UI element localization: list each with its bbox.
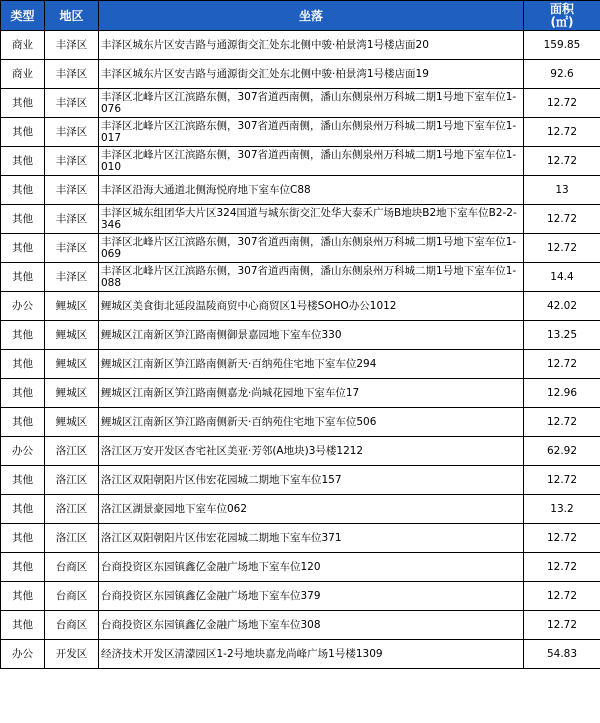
cell-size: 12.72 xyxy=(524,205,600,234)
table-row xyxy=(1,524,600,553)
cell-size: 92.6 xyxy=(524,60,600,89)
table-row xyxy=(1,263,600,292)
cell-size: 42.02 xyxy=(524,292,600,321)
cell-type: 其他 xyxy=(1,147,45,176)
cell-type: 其他 xyxy=(1,234,45,263)
table-row xyxy=(1,31,600,60)
cell-location: 丰泽区北峰片区江滨路东侧，307省道西南侧，潘山东侧泉州万科城二期1号地下室车位1-076 xyxy=(99,89,524,118)
table-row xyxy=(1,350,600,379)
header-size-unit: (㎡) xyxy=(526,16,598,29)
header-area: 地区 xyxy=(45,1,99,31)
cell-size: 12.72 xyxy=(524,147,600,176)
cell-location: 丰泽区沿海大通道北侧海悦府地下室车位C88 xyxy=(99,176,524,205)
cell-location: 经济技术开发区清濛园区1-2号地块嘉龙尚峰广场1号楼1309 xyxy=(99,640,524,669)
cell-type: 办公 xyxy=(1,437,45,466)
cell-location: 鲤城区江南新区笋江路南侧新天·百纳苑住宅地下室车位294 xyxy=(99,350,524,379)
cell-location: 丰泽区北峰片区江滨路东侧，307省道西南侧，潘山东侧泉州万科城二期1号地下室车位1-088 xyxy=(99,263,524,292)
cell-area: 台商区 xyxy=(45,582,99,611)
header-type: 类型 xyxy=(1,1,45,31)
cell-area: 鲤城区 xyxy=(45,408,99,437)
cell-location: 丰泽区城东片区安吉路与通源街交汇处东北侧中骏·柏景湾1号楼店面20 xyxy=(99,31,524,60)
cell-area: 丰泽区 xyxy=(45,234,99,263)
cell-type: 其他 xyxy=(1,495,45,524)
table-body xyxy=(1,31,600,669)
table-row xyxy=(1,466,600,495)
header-size xyxy=(524,1,600,31)
cell-area: 丰泽区 xyxy=(45,176,99,205)
cell-area: 鲤城区 xyxy=(45,321,99,350)
cell-area: 台商区 xyxy=(45,553,99,582)
cell-location: 丰泽区城东片区安吉路与通源街交汇处东北侧中骏·柏景湾1号楼店面19 xyxy=(99,60,524,89)
table-row xyxy=(1,60,600,89)
cell-location: 洛江区双阳朝阳片区伟宏花园城二期地下室车位157 xyxy=(99,466,524,495)
cell-area: 丰泽区 xyxy=(45,205,99,234)
table-row xyxy=(1,611,600,640)
cell-size: 13.2 xyxy=(524,495,600,524)
table-row xyxy=(1,379,600,408)
cell-location: 洛江区双阳朝阳片区伟宏花园城二期地下室车位371 xyxy=(99,524,524,553)
cell-type: 商业 xyxy=(1,60,45,89)
cell-area: 丰泽区 xyxy=(45,147,99,176)
cell-area: 丰泽区 xyxy=(45,60,99,89)
cell-size: 12.72 xyxy=(524,350,600,379)
table-row xyxy=(1,640,600,669)
cell-type: 其他 xyxy=(1,408,45,437)
header-location: 坐落 xyxy=(99,1,524,31)
table-row xyxy=(1,147,600,176)
cell-type: 其他 xyxy=(1,350,45,379)
header-size-label: 面积 xyxy=(526,3,598,16)
cell-type: 其他 xyxy=(1,611,45,640)
cell-size: 12.72 xyxy=(524,611,600,640)
table-row xyxy=(1,437,600,466)
cell-area: 洛江区 xyxy=(45,466,99,495)
cell-area: 开发区 xyxy=(45,640,99,669)
cell-location: 丰泽区北峰片区江滨路东侧，307省道西南侧，潘山东侧泉州万科城二期1号地下室车位1-069 xyxy=(99,234,524,263)
table-row xyxy=(1,582,600,611)
cell-type: 其他 xyxy=(1,379,45,408)
cell-area: 丰泽区 xyxy=(45,263,99,292)
cell-location: 丰泽区北峰片区江滨路东侧，307省道西南侧，潘山东侧泉州万科城二期1号地下室车位1-017 xyxy=(99,118,524,147)
cell-location: 台商投资区东园镇鑫亿金融广场地下室车位308 xyxy=(99,611,524,640)
table-row xyxy=(1,118,600,147)
cell-location: 台商投资区东园镇鑫亿金融广场地下室车位120 xyxy=(99,553,524,582)
cell-type: 其他 xyxy=(1,89,45,118)
cell-location: 洛江区湖景豪园地下室车位062 xyxy=(99,495,524,524)
table-row xyxy=(1,553,600,582)
cell-location: 鲤城区美食街北延段温陵商贸中心商贸区1号楼SOHO办公1012 xyxy=(99,292,524,321)
cell-type: 办公 xyxy=(1,640,45,669)
cell-area: 台商区 xyxy=(45,611,99,640)
cell-area: 鲤城区 xyxy=(45,292,99,321)
cell-area: 洛江区 xyxy=(45,495,99,524)
cell-size: 159.85 xyxy=(524,31,600,60)
cell-location: 鲤城区江南新区笋江路南侧嘉龙·尚城花园地下室车位17 xyxy=(99,379,524,408)
cell-size: 12.72 xyxy=(524,118,600,147)
cell-location: 洛江区万安开发区杏宅社区美亚·芳邻(A地块)3号楼1212 xyxy=(99,437,524,466)
cell-type: 办公 xyxy=(1,292,45,321)
cell-type: 其他 xyxy=(1,263,45,292)
cell-type: 其他 xyxy=(1,466,45,495)
cell-area: 洛江区 xyxy=(45,437,99,466)
cell-type: 其他 xyxy=(1,582,45,611)
cell-type: 其他 xyxy=(1,118,45,147)
table-row xyxy=(1,205,600,234)
cell-size: 12.96 xyxy=(524,379,600,408)
cell-location: 丰泽区城东组团华大片区324国道与城东街交汇处华大泰禾广场B地块B2地下室车位B2-2-346 xyxy=(99,205,524,234)
table-row xyxy=(1,292,600,321)
table-row xyxy=(1,89,600,118)
cell-size: 12.72 xyxy=(524,466,600,495)
table-row xyxy=(1,234,600,263)
cell-area: 洛江区 xyxy=(45,524,99,553)
cell-type: 其他 xyxy=(1,553,45,582)
cell-type: 其他 xyxy=(1,321,45,350)
cell-area: 丰泽区 xyxy=(45,31,99,60)
cell-size: 12.72 xyxy=(524,234,600,263)
table-row xyxy=(1,321,600,350)
cell-type: 商业 xyxy=(1,31,45,60)
cell-size: 12.72 xyxy=(524,524,600,553)
cell-area: 鲤城区 xyxy=(45,350,99,379)
cell-size: 13.25 xyxy=(524,321,600,350)
cell-size: 14.4 xyxy=(524,263,600,292)
cell-type: 其他 xyxy=(1,524,45,553)
table-row xyxy=(1,495,600,524)
table-header-row xyxy=(1,1,600,31)
cell-area: 丰泽区 xyxy=(45,89,99,118)
cell-size: 54.83 xyxy=(524,640,600,669)
cell-size: 62.92 xyxy=(524,437,600,466)
cell-size: 12.72 xyxy=(524,89,600,118)
cell-area: 鲤城区 xyxy=(45,379,99,408)
cell-area: 丰泽区 xyxy=(45,118,99,147)
cell-location: 鲤城区江南新区笋江路南侧新天·百纳苑住宅地下室车位506 xyxy=(99,408,524,437)
table-row xyxy=(1,408,600,437)
cell-type: 其他 xyxy=(1,176,45,205)
cell-size: 12.72 xyxy=(524,582,600,611)
cell-size: 12.72 xyxy=(524,553,600,582)
cell-location: 鲤城区江南新区笋江路南侧御景嘉园地下室车位330 xyxy=(99,321,524,350)
cell-type: 其他 xyxy=(1,205,45,234)
cell-location: 台商投资区东园镇鑫亿金融广场地下室车位379 xyxy=(99,582,524,611)
table-row xyxy=(1,176,600,205)
watermark-fade xyxy=(430,683,600,723)
cell-size: 13 xyxy=(524,176,600,205)
cell-location: 丰泽区北峰片区江滨路东侧，307省道西南侧，潘山东侧泉州万科城二期1号地下室车位1-010 xyxy=(99,147,524,176)
cell-size: 12.72 xyxy=(524,408,600,437)
